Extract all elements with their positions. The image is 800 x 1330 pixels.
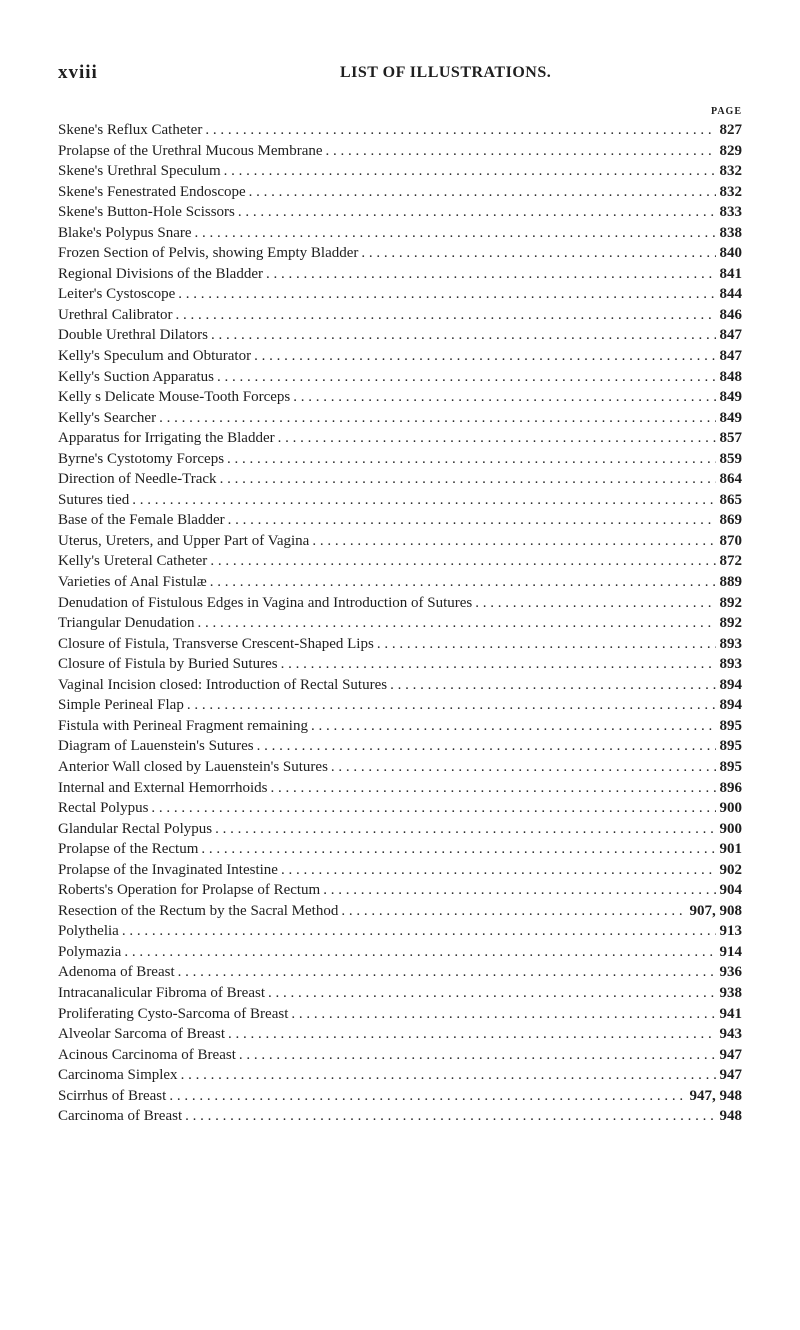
entry-page-number: 913 bbox=[719, 923, 742, 940]
entry-page-number: 900 bbox=[719, 820, 742, 837]
entry-title: Kelly's Speculum and Obturator bbox=[58, 348, 252, 365]
list-item bbox=[58, 469, 742, 490]
entry-page-number: 901 bbox=[719, 841, 742, 858]
list-item bbox=[58, 264, 742, 285]
list-item bbox=[58, 798, 742, 819]
dot-leader bbox=[215, 819, 715, 840]
illustrations-list bbox=[58, 120, 742, 1127]
entry-page-number: 859 bbox=[719, 450, 742, 467]
dot-leader bbox=[217, 367, 715, 388]
dot-leader bbox=[312, 531, 715, 552]
entry-title: Scirrhus of Breast bbox=[58, 1087, 167, 1104]
entry-page-number: 894 bbox=[719, 697, 742, 714]
dot-leader bbox=[187, 695, 716, 716]
dot-leader bbox=[181, 1065, 716, 1086]
entry-title: Vaginal Incision closed: Introduction of Rectal Sutures bbox=[58, 676, 388, 693]
list-item bbox=[58, 736, 742, 757]
entry-page-number: 841 bbox=[719, 265, 742, 282]
list-item bbox=[58, 1045, 742, 1066]
entry-page-number: 844 bbox=[719, 286, 742, 303]
list-item bbox=[58, 613, 742, 634]
entry-page-number: 904 bbox=[719, 882, 742, 899]
list-item bbox=[58, 161, 742, 182]
dot-leader bbox=[210, 572, 716, 593]
dot-leader bbox=[361, 243, 715, 264]
dot-leader bbox=[224, 161, 716, 182]
entry-title: Anterior Wall closed by Lauenstein's Sutures bbox=[58, 758, 328, 775]
entry-title: Adenoma of Breast bbox=[58, 964, 175, 981]
list-item bbox=[58, 1086, 742, 1107]
entry-page-number: 870 bbox=[719, 532, 742, 549]
entry-title: Simple Perineal Flap bbox=[58, 697, 184, 714]
entry-page-number: 895 bbox=[719, 758, 742, 775]
entry-title: Fistula with Perineal Fragment remaining bbox=[58, 717, 308, 734]
list-item bbox=[58, 901, 742, 922]
entry-title: Kelly's Suction Apparatus bbox=[58, 368, 215, 385]
list-item bbox=[58, 962, 742, 983]
entry-title: Kelly's Searcher bbox=[58, 409, 157, 426]
list-item bbox=[58, 675, 742, 696]
list-item bbox=[58, 1004, 742, 1025]
entry-page-number: 865 bbox=[719, 491, 742, 508]
list-item bbox=[58, 860, 742, 881]
entry-title: Blake's Polypus Snare bbox=[58, 224, 192, 241]
entry-page-number: 893 bbox=[719, 635, 742, 652]
entry-page-number: 849 bbox=[719, 409, 742, 426]
dot-leader bbox=[228, 510, 716, 531]
dot-leader bbox=[326, 141, 716, 162]
entry-page-number: 849 bbox=[719, 389, 742, 406]
entry-title: Direction of Needle-Track bbox=[58, 471, 217, 488]
entry-title: Polythelia bbox=[58, 923, 119, 940]
dot-leader bbox=[122, 921, 716, 942]
entry-page-number: 947, 948 bbox=[689, 1087, 742, 1104]
entry-title: Skene's Fenestrated Endoscope bbox=[58, 183, 246, 200]
entry-title: Skene's Reflux Catheter bbox=[58, 122, 203, 138]
dot-leader bbox=[176, 305, 716, 326]
entry-page-number: 892 bbox=[719, 594, 742, 611]
dot-leader bbox=[124, 942, 715, 963]
list-item bbox=[58, 921, 742, 942]
entry-page-number: 893 bbox=[719, 656, 742, 673]
entry-title: Proliferating Cysto-Sarcoma of Breast bbox=[58, 1005, 289, 1022]
entry-page-number: 840 bbox=[719, 245, 742, 262]
list-item bbox=[58, 408, 742, 429]
dot-leader bbox=[268, 983, 716, 1004]
list-item bbox=[58, 942, 742, 963]
entry-page-number: 857 bbox=[719, 430, 742, 447]
dot-leader bbox=[201, 839, 715, 860]
dot-leader bbox=[293, 387, 715, 408]
entry-title: Frozen Section of Pelvis, showing Empty Bladder bbox=[58, 245, 359, 262]
dot-leader bbox=[239, 1045, 716, 1066]
dot-leader bbox=[291, 1004, 715, 1025]
entry-page-number: 847 bbox=[719, 348, 742, 365]
dot-leader bbox=[227, 449, 715, 470]
entry-title: Rectal Polypus bbox=[58, 800, 149, 817]
list-item bbox=[58, 202, 742, 223]
list-item bbox=[58, 325, 742, 346]
dot-leader bbox=[341, 901, 685, 922]
list-item bbox=[58, 551, 742, 572]
dot-leader bbox=[238, 202, 716, 223]
entry-page-number: 947 bbox=[719, 1067, 742, 1084]
dot-leader bbox=[475, 593, 715, 614]
entry-page-number: 943 bbox=[719, 1026, 742, 1043]
list-item bbox=[58, 983, 742, 1004]
entry-title: Double Urethral Dilators bbox=[58, 327, 208, 344]
entry-page-number: 914 bbox=[719, 943, 742, 960]
entry-title: Diagram of Lauenstein's Sutures bbox=[58, 738, 254, 755]
entry-title: Skene's Button-Hole Scissors bbox=[58, 204, 235, 221]
entry-title: Roberts's Operation for Prolapse of Rectum bbox=[58, 882, 321, 899]
entry-title: Leiter's Cystoscope bbox=[58, 286, 176, 303]
entry-title: Base of the Female Bladder bbox=[58, 512, 225, 529]
list-item bbox=[58, 120, 742, 141]
entry-title: Apparatus for Irrigating the Bladder bbox=[58, 430, 275, 447]
list-item bbox=[58, 141, 742, 162]
list-item bbox=[58, 839, 742, 860]
entry-page-number: 892 bbox=[719, 615, 742, 632]
list-item bbox=[58, 757, 742, 778]
entry-title: Triangular Denudation bbox=[58, 615, 195, 632]
entry-page-number: 896 bbox=[719, 779, 742, 796]
list-item bbox=[58, 1024, 742, 1045]
list-item bbox=[58, 490, 742, 511]
entry-title: Closure of Fistula, Transverse Crescent-Shaped Lips bbox=[58, 635, 374, 652]
list-item bbox=[58, 531, 742, 552]
dot-leader bbox=[211, 325, 716, 346]
dot-leader bbox=[249, 182, 716, 203]
list-item bbox=[58, 449, 742, 470]
list-item bbox=[58, 182, 742, 203]
dot-leader bbox=[281, 654, 716, 675]
entry-page-number: 833 bbox=[719, 204, 742, 221]
list-item bbox=[58, 1106, 742, 1127]
dot-leader bbox=[198, 613, 716, 634]
entry-page-number: 895 bbox=[719, 717, 742, 734]
entry-page-number: 847 bbox=[719, 327, 742, 344]
entry-title: Regional Divisions of the Bladder bbox=[58, 265, 263, 282]
dot-leader bbox=[228, 1024, 715, 1045]
entry-title: Polymazia bbox=[58, 943, 122, 960]
entry-title: Urethral Calibrator bbox=[58, 306, 173, 323]
page-title: LIST OF ILLUSTRATIONS. bbox=[340, 64, 552, 81]
dot-leader bbox=[195, 223, 716, 244]
entry-page-number: 900 bbox=[719, 800, 742, 817]
list-item bbox=[58, 428, 742, 449]
dot-leader bbox=[220, 469, 716, 490]
dot-leader bbox=[210, 551, 715, 572]
list-item bbox=[58, 716, 742, 737]
list-item bbox=[58, 819, 742, 840]
entry-title: Internal and External Hemorrhoids bbox=[58, 779, 268, 796]
entry-page-number: 832 bbox=[719, 183, 742, 200]
page-number: xviii bbox=[58, 62, 98, 83]
entry-title: Closure of Fistula by Buried Sutures bbox=[58, 656, 278, 673]
entry-page-number: 894 bbox=[719, 676, 742, 693]
list-item bbox=[58, 634, 742, 655]
entry-title: Kelly's Ureteral Catheter bbox=[58, 553, 208, 570]
entry-title: Glandular Rectal Polypus bbox=[58, 820, 213, 837]
list-item bbox=[58, 243, 742, 264]
list-item bbox=[58, 880, 742, 901]
entry-page-number: 827 bbox=[719, 122, 742, 138]
entry-title: Sutures tied bbox=[58, 491, 130, 508]
entry-title: Kelly s Delicate Mouse-Tooth Forceps bbox=[58, 389, 291, 406]
entry-title: Alveolar Sarcoma of Breast bbox=[58, 1026, 226, 1043]
entry-title: Prolapse of the Urethral Mucous Membrane bbox=[58, 142, 323, 159]
dot-leader bbox=[323, 880, 715, 901]
entry-title: Uterus, Ureters, and Upper Part of Vagina bbox=[58, 532, 310, 549]
entry-page-number: 948 bbox=[719, 1108, 742, 1125]
list-item bbox=[58, 223, 742, 244]
dot-leader bbox=[390, 675, 715, 696]
entry-page-number: 889 bbox=[719, 574, 742, 591]
entry-page-number: 848 bbox=[719, 368, 742, 385]
list-item bbox=[58, 695, 742, 716]
dot-leader bbox=[254, 346, 715, 367]
dot-leader bbox=[257, 736, 716, 757]
entry-title: Varieties of Anal Fistulæ bbox=[58, 574, 207, 591]
entry-title: Prolapse of the Invaginated Intestine bbox=[58, 861, 278, 878]
entry-page-number: 902 bbox=[719, 861, 742, 878]
dot-leader bbox=[281, 860, 716, 881]
list-item bbox=[58, 593, 742, 614]
list-item bbox=[58, 305, 742, 326]
dot-leader bbox=[331, 757, 716, 778]
entry-title: Intracanalicular Fibroma of Breast bbox=[58, 984, 265, 1001]
entry-page-number: 938 bbox=[719, 984, 742, 1001]
entry-title: Acinous Carcinoma of Breast bbox=[58, 1046, 236, 1063]
dot-leader bbox=[205, 120, 715, 141]
dot-leader bbox=[377, 634, 716, 655]
dot-leader bbox=[271, 778, 716, 799]
entry-title: Byrne's Cystotomy Forceps bbox=[58, 450, 225, 467]
entry-title: Carcinoma of Breast bbox=[58, 1108, 183, 1125]
list-item bbox=[58, 346, 742, 367]
entry-title: Resection of the Rectum by the Sacral Method bbox=[58, 902, 339, 919]
entry-title: Carcinoma Simplex bbox=[58, 1067, 178, 1084]
list-item bbox=[58, 572, 742, 593]
entry-page-number: 895 bbox=[719, 738, 742, 755]
entry-page-number: 936 bbox=[719, 964, 742, 981]
entry-page-number: 838 bbox=[719, 224, 742, 241]
list-item bbox=[58, 654, 742, 675]
entry-page-number: 941 bbox=[719, 1005, 742, 1022]
entry-page-number: 829 bbox=[719, 142, 742, 159]
list-item bbox=[58, 510, 742, 531]
entry-page-number: 872 bbox=[719, 553, 742, 570]
page-column-heading: PAGE bbox=[710, 106, 742, 117]
entry-title: Prolapse of the Rectum bbox=[58, 841, 199, 858]
list-item bbox=[58, 387, 742, 408]
dot-leader bbox=[159, 408, 715, 429]
dot-leader bbox=[185, 1106, 715, 1127]
dot-leader bbox=[266, 264, 716, 285]
list-item bbox=[58, 367, 742, 388]
dot-leader bbox=[178, 284, 715, 305]
entry-page-number: 907, 908 bbox=[689, 902, 742, 919]
list-item bbox=[58, 284, 742, 305]
dot-leader bbox=[178, 962, 716, 983]
dot-leader bbox=[311, 716, 716, 737]
list-item bbox=[58, 778, 742, 799]
dot-leader bbox=[169, 1086, 685, 1107]
entry-page-number: 869 bbox=[719, 512, 742, 529]
dot-leader bbox=[132, 490, 715, 511]
list-item bbox=[58, 1065, 742, 1086]
entry-title: Skene's Urethral Speculum bbox=[58, 163, 221, 180]
entry-page-number: 947 bbox=[719, 1046, 742, 1063]
entry-page-number: 864 bbox=[719, 471, 742, 488]
dot-leader bbox=[151, 798, 715, 819]
entry-page-number: 832 bbox=[719, 163, 742, 180]
running-head bbox=[58, 62, 742, 88]
entry-title: Denudation of Fistulous Edges in Vagina and Introduction of Sutures bbox=[58, 594, 473, 611]
dot-leader bbox=[278, 428, 716, 449]
entry-page-number: 846 bbox=[719, 306, 742, 323]
